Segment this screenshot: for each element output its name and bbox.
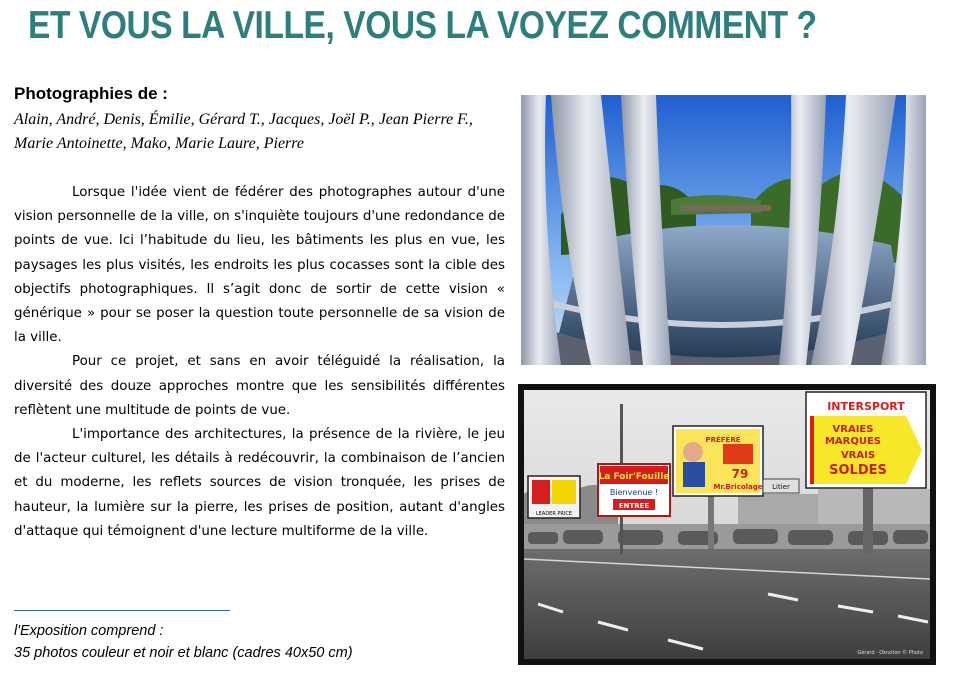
paragraph: Lorsque l'idée vient de fédérer des photographes autour d'une vision personnelle de la ville, on s'inquiète toujours d'une redondance de points de vue. Ici l’habitude du lieu, les bâtiments les plus en vue, les paysages les plus visités, les endroits les plus cocasses sont la cible des objectifs photographiques. Il s’agit donc de sortir de cette vision « générique » pour se poser la question toute personnelle de sa vision de la ville. <box>14 185 505 346</box>
intersport-line3: VRAIS <box>840 450 876 461</box>
billboards-street-photo <box>518 384 936 665</box>
exposition-info <box>14 620 353 664</box>
river-bridge-photo <box>521 95 926 365</box>
price-label: 79 <box>731 467 749 481</box>
mrbrico-label: Mr.Bricolage <box>713 483 763 491</box>
leader-price-label: LEADER PRICE <box>535 511 573 517</box>
article-body <box>14 181 505 544</box>
paragraph: Pour ce projet, et sans en avoir téléguidé la réalisation, la diversité des douze approches montre que les sensibilités différentes reflètent une multitude de points de vue. <box>14 354 505 418</box>
intersport-label: INTERSPORT <box>827 400 905 413</box>
lafoir-label: La Foir'Fouille <box>598 472 670 482</box>
intersport-line2: MARQUES <box>824 436 882 447</box>
page-title: ET VOUS LA VILLE, VOUS LA VOYEZ COMMENT ? <box>28 4 817 47</box>
bienvenue-label: Bienvenue ! <box>609 488 659 497</box>
photo-credit: Gérard · Oknoton © Photo <box>857 650 923 656</box>
photographers-names: Alain, André, Denis, Émilie, Gérard T., Jacques, Joël P., Jean Pierre F., Marie Antoinette, Mako, Marie Laure, Pierre <box>14 111 473 152</box>
photographers-heading: Photographies de : <box>14 84 168 103</box>
exposition-detail: 35 photos couleur et noir et blanc (cadres 40x50 cm) <box>14 645 353 661</box>
separator-rule <box>14 610 230 611</box>
paragraph: L'importance des architectures, la présence de la rivière, le jeu de l'acteur culturel, les détails à redécouvrir, la combinaison de l’ancien et du moderne, les reflets sources de vision tronquée, les prises de hauteur, la lumière sur la pierre, les prises de position, autant d'angles d'attaque qui témoignent d'une lecture multiforme de la ville. <box>14 427 505 539</box>
litier-label: Litier <box>772 483 790 491</box>
entree-label: ENTREE <box>618 502 650 510</box>
intersport-line1: VRAIES <box>832 424 874 435</box>
prefere-label: PRÉFÉRÉ <box>705 436 741 444</box>
intersport-line4: SOLDES <box>829 463 887 478</box>
exposition-heading: l'Exposition comprend : <box>14 623 164 639</box>
